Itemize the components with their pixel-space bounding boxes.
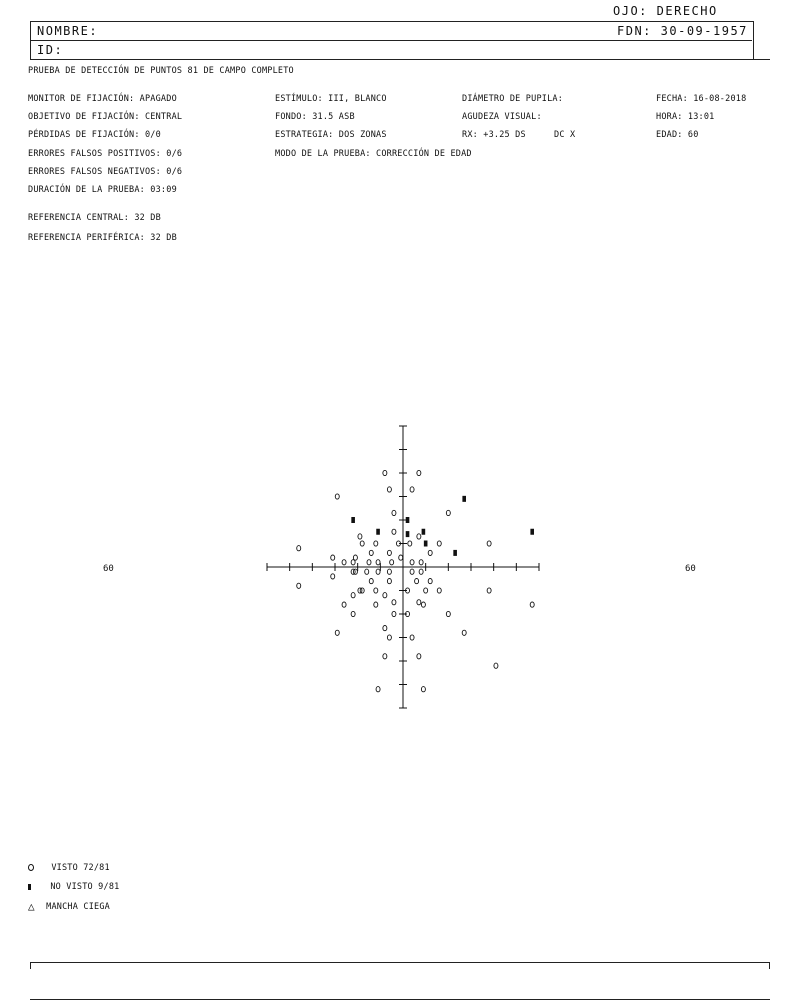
seen-point — [428, 550, 432, 555]
seen-point — [374, 588, 378, 593]
seen-point — [374, 602, 378, 607]
seen-point — [415, 579, 419, 584]
visual-acuity: AGUDEZA VISUAL: — [462, 112, 542, 122]
legend-seen — [28, 863, 110, 873]
seen-point — [421, 602, 425, 607]
seen-point — [417, 654, 421, 659]
seen-point — [487, 588, 491, 593]
test-time: HORA: 13:01 — [656, 112, 715, 122]
seen-point — [387, 550, 391, 555]
seen-point — [410, 569, 414, 574]
seen-point — [335, 494, 339, 499]
seen-point — [392, 529, 396, 534]
seen-point — [331, 574, 335, 579]
seen-point — [392, 611, 396, 616]
seen-point — [369, 550, 373, 555]
seen-point — [367, 560, 371, 565]
seen-marker-icon — [28, 864, 34, 871]
test-title: PRUEBA DE DETECCIÓN DE PUNTOS 81 DE CAMPO COMPLETO — [28, 66, 294, 76]
legend-seen-text: VISTO 72/81 — [51, 863, 110, 873]
seen-point — [392, 510, 396, 515]
not-seen-point — [376, 529, 380, 535]
seen-point — [383, 626, 387, 631]
seen-point — [399, 555, 403, 560]
seen-point — [417, 534, 421, 539]
seen-point — [342, 560, 346, 565]
seen-point — [408, 541, 412, 546]
not-seen-point — [406, 531, 410, 537]
not-seen-marker-icon — [28, 884, 31, 890]
seen-point — [390, 560, 394, 565]
peripheral-reference: REFERENCIA PERIFÉRICA: 32 DB — [28, 233, 177, 243]
left-axis-label: 60 — [103, 564, 114, 574]
seen-point — [387, 487, 391, 492]
seen-point — [494, 663, 498, 668]
legend-not-seen-text: NO VISTO 9/81 — [50, 882, 120, 892]
seen-point — [365, 569, 369, 574]
seen-point — [374, 541, 378, 546]
test-duration: DURACIÓN DE LA PRUEBA: 03:09 — [28, 185, 177, 195]
central-reference: REFERENCIA CENTRAL: 32 DB — [28, 213, 161, 223]
seen-point — [335, 630, 339, 635]
name-label: NOMBRE: — [37, 24, 99, 38]
test-mode: MODO DE LA PRUEBA: CORRECCIÓN DE EDAD — [275, 149, 472, 159]
seen-point — [419, 569, 423, 574]
seen-point — [351, 593, 355, 598]
footer-box — [30, 962, 770, 1000]
seen-point — [331, 555, 335, 560]
seen-point — [410, 487, 414, 492]
seen-point — [462, 630, 466, 635]
seen-point — [417, 600, 421, 605]
eye-label: OJO: — [613, 4, 648, 18]
fixation-monitor: MONITOR DE FIJACIÓN: APAGADO — [28, 94, 177, 104]
background: FONDO: 31.5 ASB — [275, 112, 355, 122]
legend-blind-spot — [28, 900, 110, 913]
seen-point — [369, 579, 373, 584]
seen-point — [417, 470, 421, 475]
seen-point — [387, 635, 391, 640]
triangle-icon: △ — [28, 900, 35, 913]
seen-point — [446, 510, 450, 515]
seen-point — [387, 579, 391, 584]
not-seen-point — [462, 496, 466, 502]
seen-point — [428, 579, 432, 584]
dob-label: FDN: — [617, 24, 652, 38]
seen-point — [387, 569, 391, 574]
seen-point — [410, 560, 414, 565]
seen-point — [392, 600, 396, 605]
id-label: ID: — [37, 43, 64, 57]
seen-point — [487, 541, 491, 546]
seen-point — [410, 635, 414, 640]
fixation-target: OBJETIVO DE FIJACIÓN: CENTRAL — [28, 112, 183, 122]
seen-point — [419, 560, 423, 565]
seen-point — [446, 611, 450, 616]
false-negative-errors: ERRORES FALSOS NEGATIVOS: 0/6 — [28, 167, 183, 177]
right-axis-label: 60 — [685, 564, 696, 574]
stimulus: ESTÍMULO: III, BLANCO — [275, 94, 387, 104]
seen-point — [383, 470, 387, 475]
false-positive-errors: ERRORES FALSOS POSITIVOS: 0/6 — [28, 149, 183, 159]
seen-point — [297, 546, 301, 551]
seen-point — [530, 602, 534, 607]
patient-age: EDAD: 60 — [656, 130, 699, 140]
seen-point — [376, 687, 380, 692]
seen-point — [437, 541, 441, 546]
not-seen-point — [422, 529, 426, 535]
seen-point — [424, 588, 428, 593]
seen-point — [376, 569, 380, 574]
strategy: ESTRATEGIA: DOS ZONAS — [275, 130, 387, 140]
not-seen-point — [530, 529, 534, 535]
fixation-losses: PÉRDIDAS DE FIJACIÓN: 0/0 — [28, 130, 161, 140]
legend-blind-spot-text: MANCHA CIEGA — [46, 902, 110, 912]
not-seen-point — [406, 517, 410, 523]
not-seen-point — [424, 541, 428, 547]
chart-points — [297, 470, 534, 691]
seen-point — [351, 560, 355, 565]
dob-value: 30-09-1957 — [660, 24, 748, 38]
test-date: FECHA: 16-08-2018 — [656, 94, 747, 104]
seen-point — [437, 588, 441, 593]
seen-point — [360, 541, 364, 546]
seen-point — [358, 534, 362, 539]
seen-point — [342, 602, 346, 607]
pupil-diameter: DIÁMETRO DE PUPILA: — [462, 94, 564, 104]
seen-point — [297, 583, 301, 588]
not-seen-point — [351, 517, 355, 523]
legend-not-seen — [28, 882, 119, 892]
rx-sphere: RX: +3.25 DS — [462, 130, 526, 140]
eye-value: DERECHO — [656, 4, 718, 18]
seen-point — [383, 593, 387, 598]
seen-point — [376, 560, 380, 565]
seen-point — [421, 687, 425, 692]
not-seen-point — [453, 550, 457, 556]
seen-point — [383, 654, 387, 659]
rx-cylinder: DC X — [554, 130, 576, 140]
seen-point — [351, 611, 355, 616]
